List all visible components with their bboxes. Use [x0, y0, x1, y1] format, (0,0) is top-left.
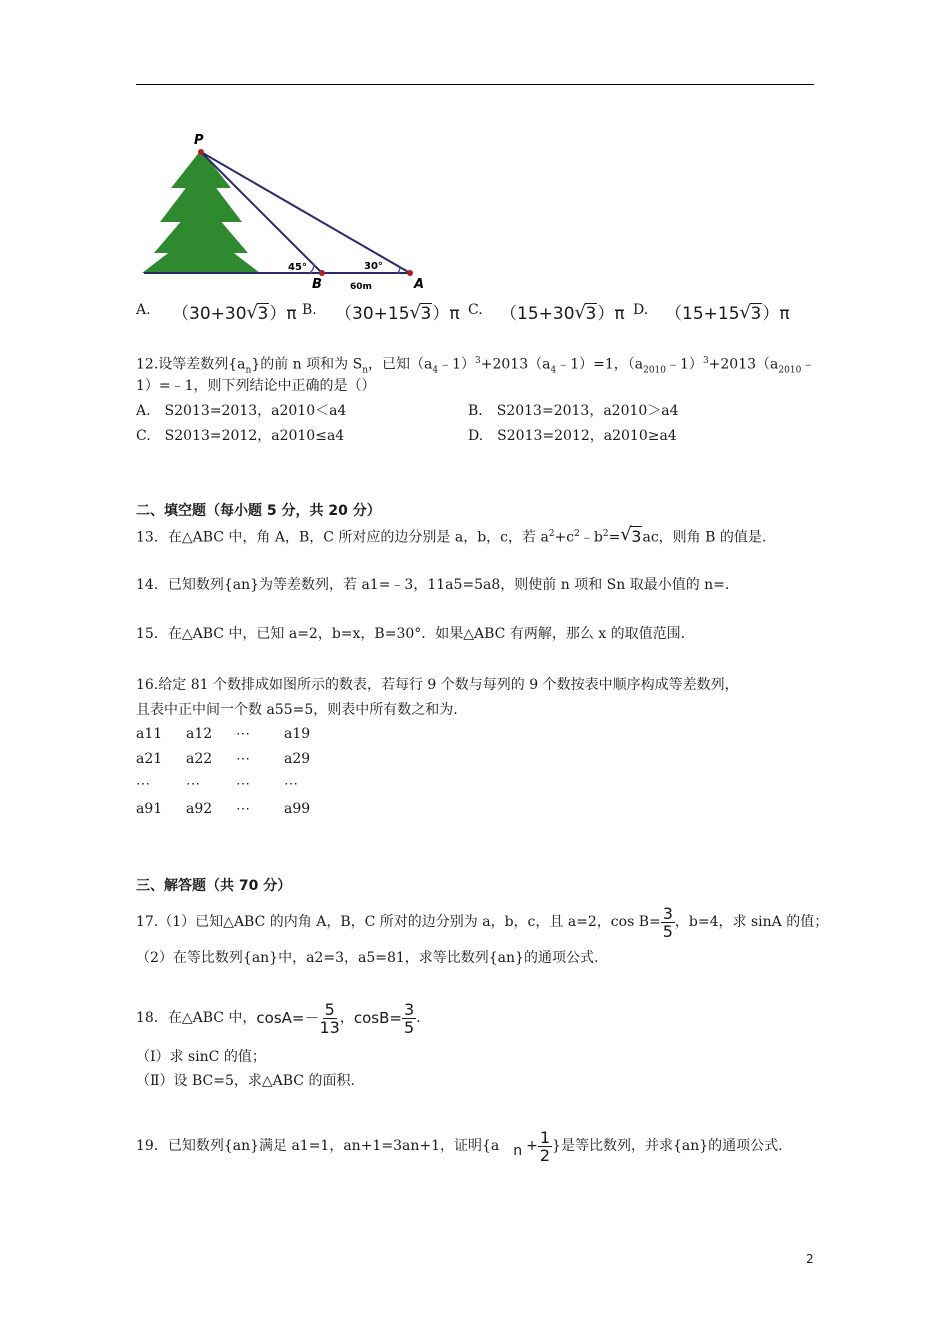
table-cell: ⋯: [284, 776, 298, 792]
tree-triangle-figure: [136, 128, 436, 293]
q15-text: 15．在△ABC 中，已知 a=2，b=x，B=30°．如果△ABC 有两解，那么 x 的取值范围.: [136, 626, 686, 642]
table-cell: ⋯: [236, 751, 250, 767]
q18-part1: （Ⅰ）求 sinC 的值；: [136, 1049, 266, 1065]
q12-option-d: D. S2013=2012，a2010≥a4: [468, 428, 677, 444]
table-cell: ⋯: [236, 776, 250, 792]
q18-part2: （Ⅱ）设 BC=5，求△ABC 的面积.: [136, 1073, 355, 1089]
table-cell: ⋯: [186, 776, 200, 792]
q18-line1: 18．在△ABC 中， cosA=－ $\frac{5}{13}$ ， cosB= $\frac{3}{5}$ .: [136, 999, 421, 1037]
q12-line1: 12.设等差数列$\{a_n\}$的前 n 项和为 $S_n$，已知$(a_4﹣1)^3+2013(a_4﹣1)=1$，$(a_{2010}﹣1)^3+2013(a_{2010}﹣$: [136, 356, 816, 376]
q19-text: 19．已知数列{an}满足 a1=1，an+1=3an+1，证明{a n + $\frac{1}{2}$ }是等比数列，并求{an}的通项公式.: [136, 1127, 783, 1165]
label-a: A: [414, 277, 425, 292]
angle-a-label: 30°: [364, 261, 383, 272]
table-cell: a12: [186, 726, 213, 742]
label-p: P: [194, 133, 204, 148]
table-cell: ⋯: [236, 801, 250, 817]
table-cell: a92: [186, 801, 213, 817]
q17-line1: 17.（1）已知△ABC 的内角 A，B，C 所对的边分别为 a，b，c，且 a=2，cos B= $\frac{3}{5}$ ，b=4，求 sinA 的值；: [136, 903, 829, 941]
q11-option-a-value: （30+30 √ 3）π: [172, 302, 297, 324]
q14-text: 14．已知数列{an}为等差数列，若 a1=﹣3，11a5=5a8，则使前 n 项和 Sn 取最小值的 n=.: [136, 577, 730, 593]
number-table: [136, 725, 336, 825]
q16-line2: 且表中正中间一个数 a55=5，则表中所有数之和为.: [136, 702, 458, 718]
q11-option-c-value: （15+30 √ 3）π: [500, 302, 625, 324]
section2-heading: 二、填空题（每小题 5 分，共 20 分）: [136, 503, 381, 519]
header-rule: [136, 84, 814, 85]
q12-line2: 1）=﹣1，则下列结论中正确的是（）: [136, 378, 376, 394]
tree-icon: [142, 150, 260, 274]
table-cell: a19: [284, 726, 311, 742]
label-b: B: [312, 277, 322, 292]
q11-option-d: D.: [633, 302, 649, 318]
table-cell: a21: [136, 751, 163, 767]
q11-option-a: A.: [136, 302, 151, 318]
table-cell: a99: [284, 801, 311, 817]
angle-b-label: 45°: [288, 262, 307, 273]
q13-text: 13．在△ABC 中，角 A，B，C 所对应的边分别是 a，b，c，若 $a^2+c^2﹣b^2=$ √ 3ac，则角 B 的值是.: [136, 523, 767, 546]
section3-heading: 三、解答题（共 70 分）: [136, 878, 292, 894]
table-cell: ⋯: [136, 776, 150, 792]
q12-option-a: A. S2013=2013，a2010＜a4: [136, 403, 347, 419]
q11-option-b: B.: [302, 302, 317, 318]
table-cell: a91: [136, 801, 163, 817]
table-cell: a11: [136, 726, 163, 742]
q16-line1: 16.给定 81 个数排成如图所示的数表，若每行 9 个数与每列的 9 个数按表中顺序构成等差数列，: [136, 677, 739, 693]
table-cell: ⋯: [236, 726, 250, 742]
q12-option-c: C. S2013=2012，a2010≤a4: [136, 428, 345, 444]
distance-label: 60m: [350, 282, 372, 292]
q11-option-b-value: （30+15 √ 3）π: [335, 302, 460, 324]
table-cell: a22: [186, 751, 213, 767]
page-number: 2: [806, 1252, 814, 1266]
q11-option-c: C.: [468, 302, 483, 318]
q12-option-b: B. S2013=2013，a2010＞a4: [468, 403, 679, 419]
q11-option-d-value: （15+15 √ 3）π: [665, 302, 790, 324]
q17-line2: （2）在等比数列{an}中，a2=3，a5=81，求等比数列{an}的通项公式.: [136, 950, 599, 966]
table-cell: a29: [284, 751, 311, 767]
